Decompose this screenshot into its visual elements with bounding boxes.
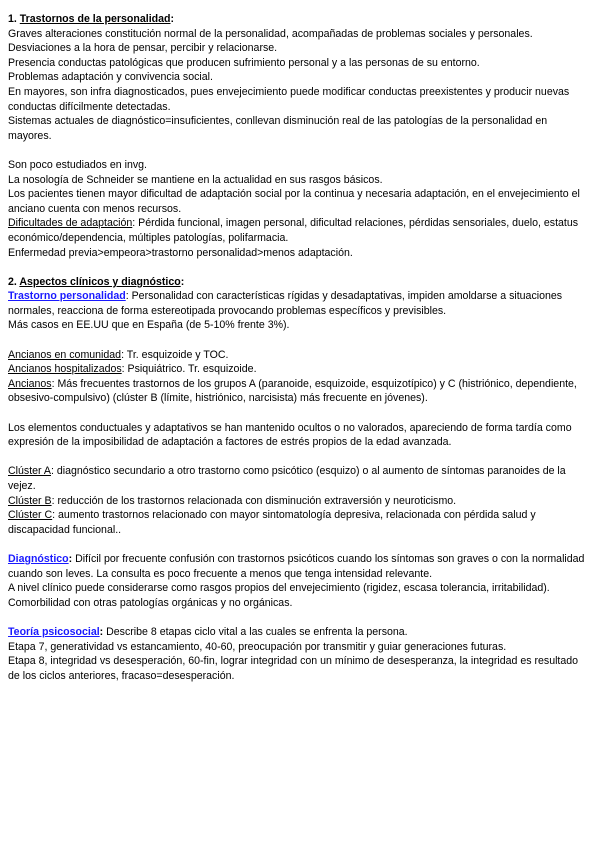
s2-cluster-b: Clúster B: reducción de los trastornos relacionada con disminución extraversión y neuroticismo. [8,494,457,507]
s1-line-2: Desviaciones a la hora de pensar, percibir y relacionarse. [8,42,278,55]
community-label: Ancianos en comunidad [8,348,122,361]
s2-behavioral-elements: Los elementos conductuales y adaptativos se han mantenido ocultos o no valorados, apareciendo de forma tardía como expresión de la imposibilidad de adaptación a factores de estrés propios de la edad avanzada. [8,421,572,449]
s2-personality-disorder: Trastorno personalidad: Personalidad con características rígidas y desadaptativas, impiden amoldarse a situaciones normales, reacciona de forma estereotipada provocando problemas específicos y previsibles. [8,290,563,317]
personality-disorder-link[interactable]: Trastorno personalidad [8,290,126,303]
s1-study-line: Son poco estudiados en invg. [8,158,147,171]
s1-difficulties: Dificultades de adaptación: Pérdida funcional, imagen personal, dificultad relaciones, pérdidas sensoriales, duelo, estatus económico/dependencia, múltiples patologías, polifarmacia. [8,217,579,244]
s2-community: Ancianos en comunidad: Tr. esquizoide y TOC. [8,348,229,361]
s1-line-5: En mayores, son infra diagnosticados, pues envejecimiento puede modificar conductas preexistentes y producir nuevas conductas difícilmente detectadas. [8,85,570,113]
s1-line-4: Problemas adaptación y convivencia social. [8,71,213,84]
s2-cluster-a: Clúster A: diagnóstico secundario a otro trastorno como psicótico (esquizo) o al aumento de síntomas paranoides de la vejez. [8,465,566,492]
s2-diagnosis: Diagnóstico: Difícil por frecuente confusión con trastornos psicóticos cuando los síntomas son graves o con la normalidad cuando son leves. La consulta es poco frecuente a menos que tenga intensidad relevante. [8,552,585,580]
cluster-b-label: Clúster B [8,494,52,507]
s2-theory: Teoría psicosocial: Describe 8 etapas ciclo vital a las cuales se enfrenta la persona. [8,625,408,638]
s2-stage-8: Etapa 8, integridad vs desesperación, 60-fin, lograr integridad con un mínimo de desesperanza, la integridad es resultado de los ciclos anteriores, fracaso=desesperación. [8,655,579,682]
s2-prevalence-line: Más casos en EE.UU que en España (de 5-10% frente 3%). [8,319,290,332]
psychosocial-theory-link[interactable]: Teoría psicosocial [8,625,100,638]
hospitalized-label: Ancianos hospitalizados [8,363,122,376]
s2-diagnosis-line-2: A nivel clínico puede considerarse como rasgos propios del envejecimiento (rigidez, escasa tolerancia, irritabilidad). [8,582,550,595]
s1-line-1: Graves alteraciones constitución normal de la personalidad, acompañadas de problemas sociales y personales. [8,27,533,40]
cluster-a-label: Clúster A [8,465,51,478]
difficulties-label: Dificultades de adaptación [8,217,133,230]
s2-hospitalized: Ancianos hospitalizados: Psiquiátrico. Tr. esquizoide. [8,363,257,376]
cluster-c-label: Clúster C [8,509,53,522]
s1-last-line: Enfermedad previa>empeora>trastorno personalidad>menos adaptación. [8,246,353,259]
s2-elderly: Ancianos: Más frecuentes trastornos de los grupos A (paranoide, esquizoide, esquizotípico) y C (histriónico, dependiente, obsesivo-compulsivo) (clúster B (límite, histriónico, narcisista) más frecuente en jóvenes). [8,377,577,405]
section-1-title: Trastornos de la personalidad [19,13,171,25]
s1-schneider-line: La nosología de Schneider se mantiene en la actualidad en sus rasgos básicos. [8,173,383,186]
s1-line-6: Sistemas actuales de diagnóstico=insuficientes, conllevan disminución real de las patologías de la personalidad en mayores. [8,115,548,142]
s1-line-3: Presencia conductas patológicas que producen sufrimiento personal y a las personas de su entorno. [8,56,480,69]
s2-stage-7: Etapa 7, generatividad vs estancamiento, 40-60, preocupación por transmitir y guiar generaciones futuras. [8,640,507,653]
elderly-label: Ancianos [8,377,52,390]
section-2-heading: 2. Aspectos clínicos y diagnóstico: [8,275,185,288]
s2-cluster-c: Clúster C: aumento trastornos relacionado con mayor sintomatología depresiva, relacionada con pérdida salud y discapacidad funcional.. [8,509,536,536]
section-1-heading: 1. Trastornos de la personalidad: [8,13,175,25]
diagnosis-link[interactable]: Diagnóstico [8,552,69,565]
s1-adaptation-line: Los pacientes tienen mayor dificultad de adaptación social por la continua y necesaria adaptación, en el envejecimiento el anciano cuenta con menos recursos. [8,188,580,215]
section-2-title: Aspectos clínicos y diagnóstico [19,275,181,288]
s2-diagnosis-line-3: Comorbilidad con otras patologías orgánicas y no orgánicas. [8,596,293,609]
